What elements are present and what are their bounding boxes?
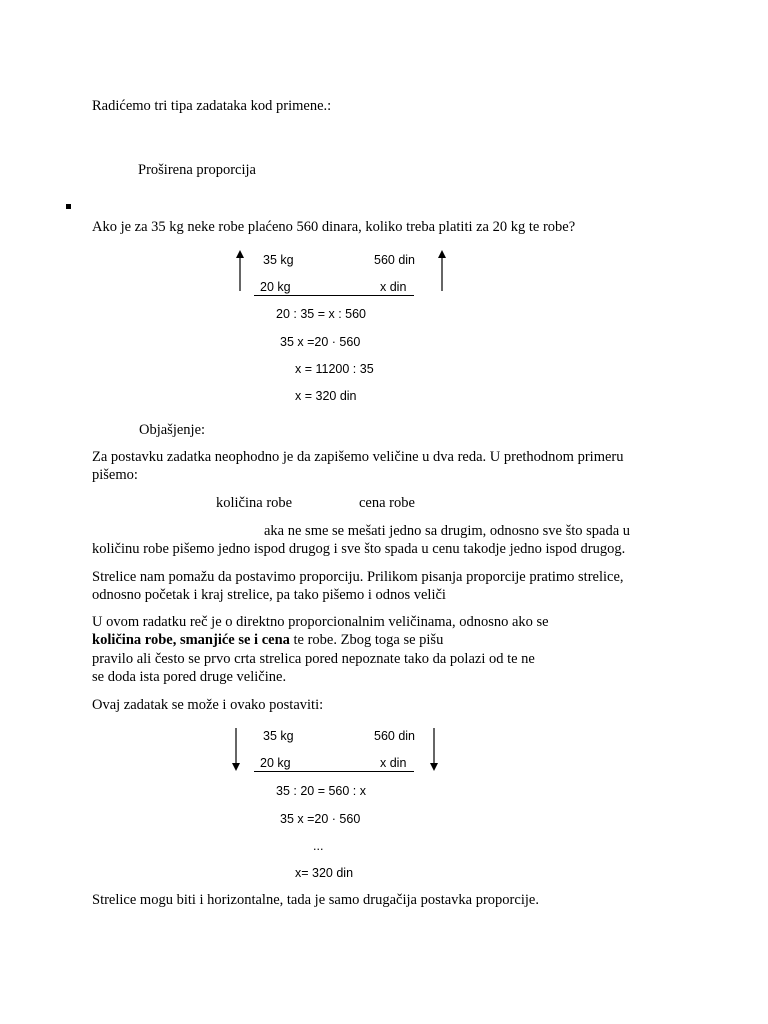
example2-ellipsis: ...	[313, 839, 324, 853]
arrow-up-icon	[436, 250, 448, 292]
example1-equation-2: 35 x =20 · 560	[280, 335, 361, 349]
paragraph-2-line-2: količinu robe pišemo jedno ispod drugog i sve što spada u cenu takodje jedno ispod drugog.	[92, 541, 626, 557]
paragraph-2-line-1: aka ne sme se mešati jedno sa drugim, odnosno sve što spada u	[264, 523, 631, 539]
column-label-quantity: količina robe	[216, 495, 293, 511]
example1-result: x = 320 din	[295, 389, 357, 403]
paragraph-4-line-3: pravilo ali često se prvo crta strelica pored nepoznate tako da polazi od te ne	[92, 651, 535, 667]
example1-r2-price: x din	[380, 280, 407, 294]
paragraph-4-line-4: se doda ista pored druge veličine.	[92, 669, 287, 685]
example2-r1-quantity: 35 kg	[263, 729, 294, 743]
intro-text: Radićemo tri tipa zadataka kod primene.:	[92, 98, 332, 114]
problem-statement: Ako je za 35 kg neke robe plaćeno 560 dinara, koliko treba platiti za 20 kg te robe?	[92, 219, 576, 235]
example1-equation-3: x = 11200 : 35	[295, 362, 374, 376]
paragraph-4-line-2	[92, 631, 443, 649]
arrow-down-icon	[230, 728, 242, 772]
arrow-up-icon	[234, 250, 246, 292]
section-title: Proširena proporcija	[138, 162, 256, 178]
example2-divider	[254, 771, 414, 772]
example2-equation-2: 35 x =20 · 560	[280, 812, 361, 826]
example2-r1-price: 560 din	[374, 729, 416, 743]
bold-phrase: količina robe, smanjiće se i cena	[92, 632, 290, 648]
paragraph-3-line-1: Strelice nam pomažu da postavimo proporciju. Prilikom pisanja proporcije pratimo strelice,	[92, 569, 624, 585]
example2-result: x= 320 din	[295, 866, 354, 880]
example1-r2-quantity: 20 kg	[260, 280, 291, 294]
example1-r1-quantity: 35 kg	[263, 253, 294, 267]
paragraph-4-line-1: U ovom radatku reč je o direktno proporcionalnim veličinama, odnosno ako se	[92, 614, 549, 630]
example2-r2-quantity: 20 kg	[260, 756, 291, 770]
paragraph-1-line-1: Za postavku zadatka neophodno je da zapišemo veličine u dva reda. U prethodnom primeru	[92, 449, 624, 465]
example2-r2-price: x din	[380, 756, 407, 770]
arrow-down-icon	[428, 728, 440, 772]
example2-equation-1: 35 : 20 = 560 : x	[276, 784, 366, 798]
example1-divider	[254, 295, 414, 296]
paragraph-3-line-2: odnosno početak i kraj strelice, pa tako pišemo i odnos veliči	[92, 587, 446, 603]
bullet-marker	[66, 204, 71, 209]
explanation-label: Objašjenje:	[139, 422, 206, 438]
paragraph-1-line-2: pišemo:	[92, 467, 138, 483]
column-label-price: cena robe	[359, 495, 415, 511]
paragraph-6: Strelice mogu biti i horizontalne, tada je samo drugačija postavka proporcije.	[92, 892, 539, 908]
paragraph-5: Ovaj zadatak se može i ovako postaviti:	[92, 697, 324, 713]
example1-r1-price: 560 din	[374, 253, 416, 267]
example1-equation-1: 20 : 35 = x : 560	[276, 307, 366, 321]
paragraph-4-line-2-rest: te robe. Zbog toga se pišu	[289, 632, 444, 648]
